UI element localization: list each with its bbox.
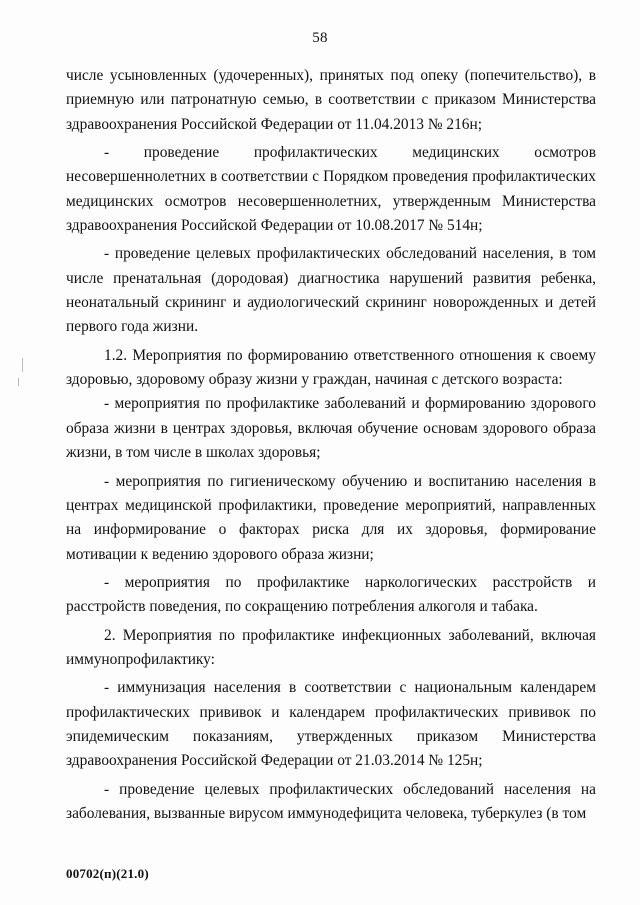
paragraph-hygiene-education: - мероприятия по гигиеническому обучению и воспитанию населения в центрах медицинской профилактики, проведение мероприятий, направленных на информирование о факторах риска для их здоровья, формирование мотивации к ведению здорового образа жизни; <box>66 472 596 563</box>
paragraph-immunization: - иммунизация населения в соответствии с национальным календарем профилактических прививок и календарем профилактических прививок по эпидемическим показаниям, утвержденных приказом Министерства здравоохранения Российской Федерации от 21.03.2014 № 125н; <box>66 679 596 770</box>
document-code: 00702(п)(21.0) <box>66 866 149 881</box>
paragraph-targeted-screenings: - проведение целевых профилактических обследований населения, в том числе пренатальная (дородовая) диагностика нарушений развития ребенка, неонатальный скрининг и аудиологический скрининг новорожденных и детей первого года жизни. <box>66 245 596 336</box>
paragraph-minor-checkups: - проведение профилактических медицинских осмотров несовершеннолетних в соответствии с Порядком проведения профилактических медицинских осмотров несовершеннолетних, утвержденным Министерства здравоохранения Российской Федерации от 10.08.2017 № 514н; <box>66 144 596 235</box>
paragraph-section-1-2: 1.2. Мероприятия по формированию ответственного отношения к своему здоровью, здоровому образу жизни у граждан, начиная с детского возраста: <box>66 346 596 389</box>
paragraph-section-2: 2. Мероприятия по профилактике инфекционных заболеваний, включая иммунопрофилактику: <box>66 626 596 668</box>
paragraph-health-centers: - мероприятия по профилактике заболеваний и формированию здорового образа жизни в центрах здоровья, включая обучение основам здорового образа жизни, в том числе в школах здоровья; <box>66 395 596 462</box>
paragraph-adoption-continuation: числе усыновленных (удочеренных), принятых под опеку (попечительство), в приемную или патронатную семью, в соответствии с приказом Министерства здравоохранения Российской Федерации от 11.04.2013 № 216н; <box>66 67 596 133</box>
paragraph-narcology-prevention: - мероприятия по профилактике наркологических расстройств и расстройств поведения, по сокращению потребления алкоголя и табака. <box>66 573 596 616</box>
paragraph-hiv-tb-screening: - проведение целевых профилактических обследований населения на заболевания, вызванные вирусом иммунодефицита человека, туберкулез (в том <box>66 780 596 822</box>
document-body <box>66 64 596 826</box>
page-number: 58 <box>312 30 328 46</box>
scan-artifact <box>18 378 19 386</box>
scan-artifact <box>22 358 23 372</box>
